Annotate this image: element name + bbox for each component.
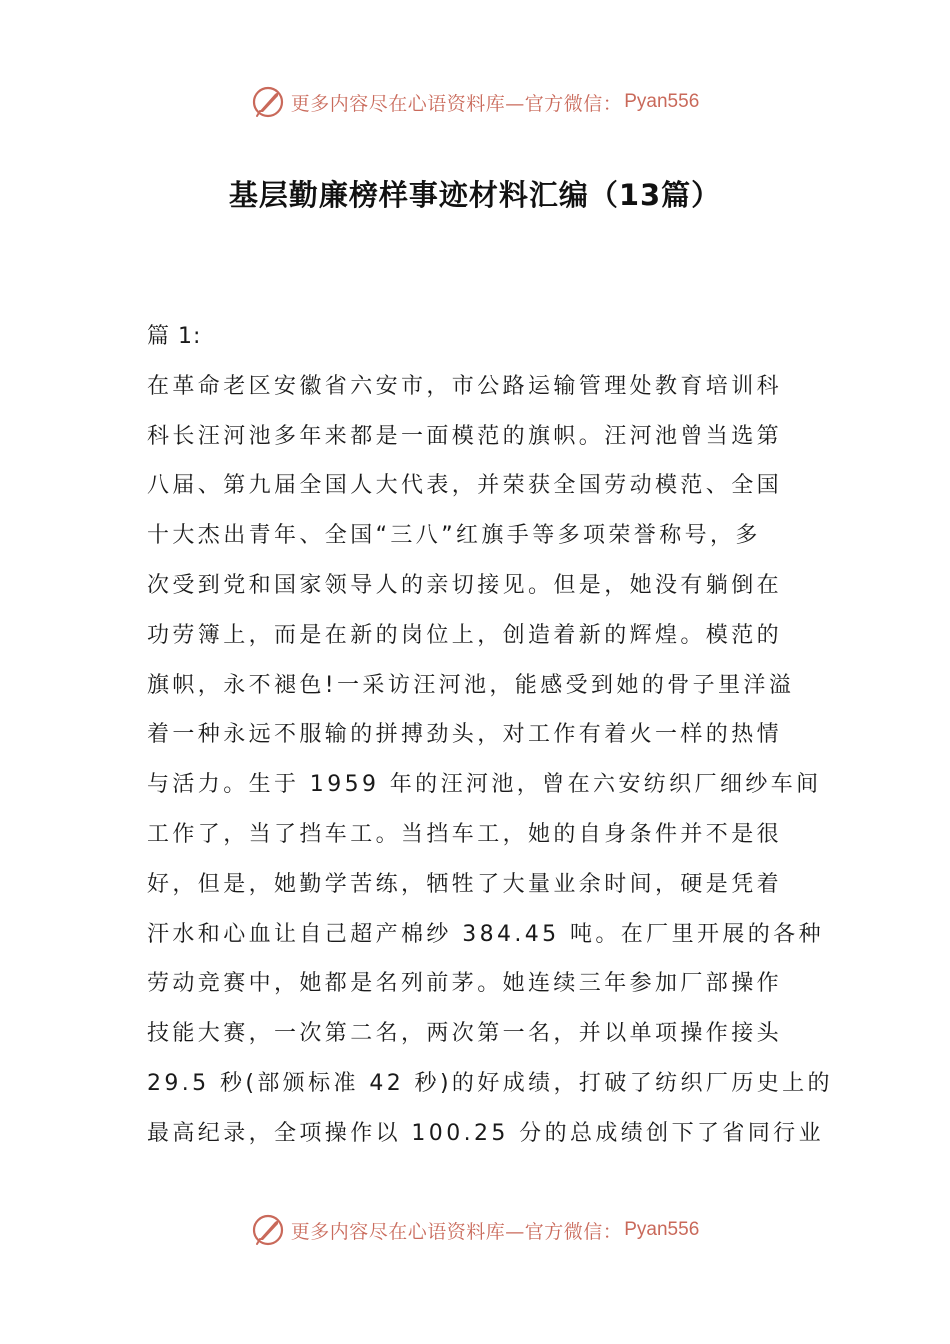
paragraph-line: 次受到党和国家领导人的亲切接见。但是，她没有躺倒在	[147, 572, 783, 598]
paragraph-line: 好，但是，她勤学苦练，牺牲了大量业余时间，硬是凭着	[147, 871, 783, 897]
paragraph-line: 着一种永远不服输的拼搏劲头，对工作有着火一样的热情	[147, 722, 783, 748]
watermark-wechat-id: Pyan556	[624, 91, 700, 112]
paragraph-line: 技能大赛，一次第二名，两次第一名，并以单项操作接头	[147, 1021, 783, 1047]
paragraph-line: 在革命老区安徽省六安市，市公路运输管理处教育培训科	[147, 373, 783, 399]
document-body	[147, 312, 833, 1159]
quill-pen-logo-icon	[251, 85, 285, 119]
paragraph-line: 29.5 秒(部颁标准 42 秒)的好成绩，打破了纺织厂历史上的	[147, 1070, 833, 1096]
watermark-text: 更多内容尽在心语资料库—官方微信：	[290, 92, 623, 115]
header-watermark	[0, 82, 950, 122]
paragraph-line: 科长汪河池多年来都是一面模范的旗帜。汪河池曾当选第	[147, 423, 783, 449]
paragraph-line: 汗水和心血让自己超产棉纱 384.45 吨。在厂里开展的各种	[147, 921, 824, 947]
paragraph-line: 工作了，当了挡车工。当挡车工，她的自身条件并不是很	[147, 821, 783, 847]
paragraph-line: 旗帜，永不褪色!一采访汪河池，能感受到她的骨子里洋溢	[147, 672, 795, 698]
document-title: 基层勤廉榜样事迹材料汇编（13篇）	[228, 178, 722, 212]
quill-pen-logo-icon	[251, 1213, 285, 1247]
paragraph-line: 与活力。生于 1959 年的汪河池，曾在六安纺织厂细纱车间	[147, 772, 822, 798]
section-heading: 篇 1:	[147, 324, 202, 349]
footer-watermark	[0, 1210, 950, 1250]
paragraph-line: 八届、第九届全国人大代表，并荣获全国劳动模范、全国	[147, 473, 783, 499]
paragraph-line: 劳动竞赛中，她都是名列前茅。她连续三年参加厂部操作	[147, 971, 783, 997]
paragraph-line: 功劳簿上，而是在新的岗位上，创造着新的辉煌。模范的	[147, 622, 783, 648]
watermark-wechat-id: Pyan556	[624, 1219, 700, 1240]
paragraph-line: 最高纪录，全项操作以 100.25 分的总成绩创下了省同行业	[147, 1120, 824, 1146]
watermark-text: 更多内容尽在心语资料库—官方微信：	[290, 1220, 623, 1243]
paragraph-line: 十大杰出青年、全国“三八”红旗手等多项荣誉称号，多	[147, 523, 761, 549]
